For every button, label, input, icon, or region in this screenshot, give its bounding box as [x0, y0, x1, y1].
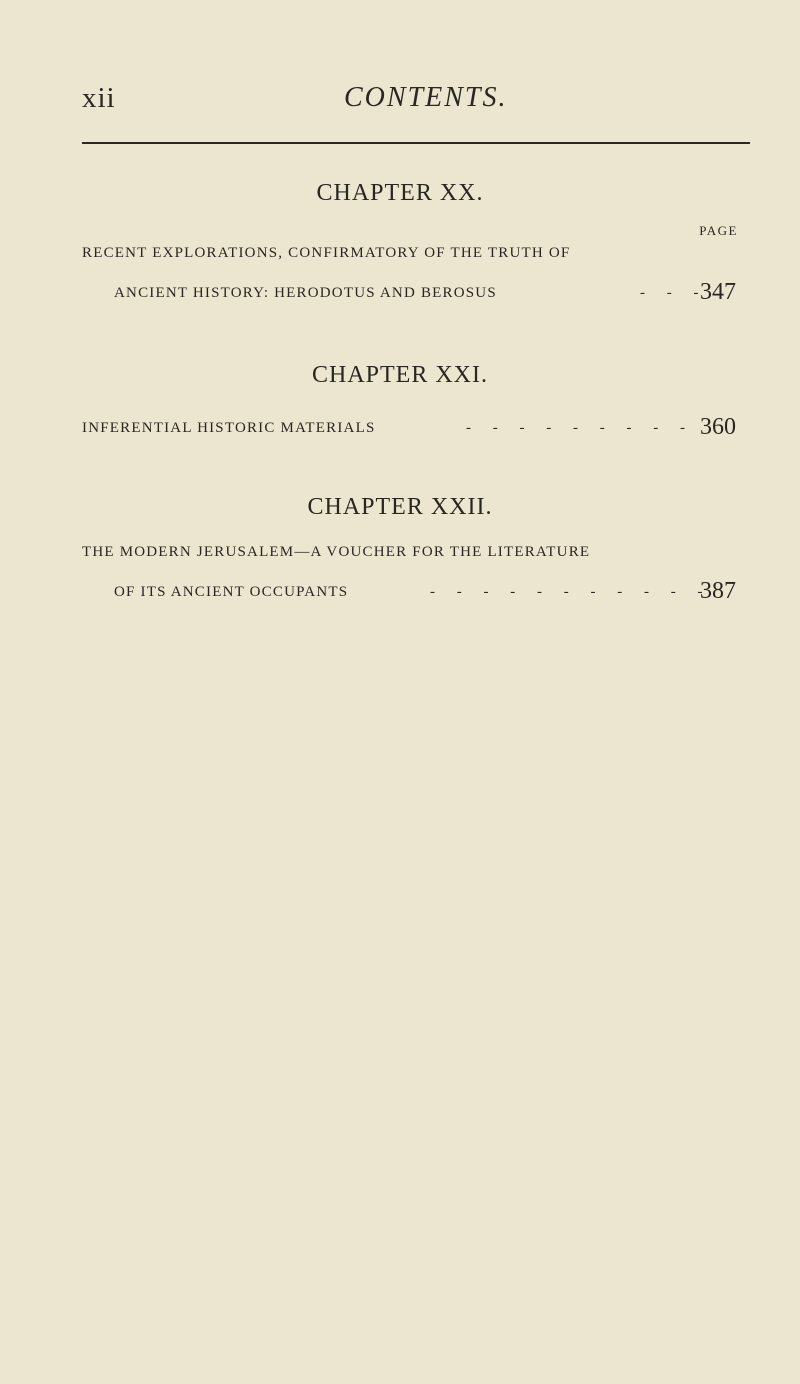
chapter-heading: CHAPTER XX. — [316, 180, 484, 206]
chapter-entry-line: OF ITS ANCIENT OCCUPANTS — [114, 584, 349, 600]
chapter-entry-line: RECENT EXPLORATIONS, CONFIRMATORY OF THE TRUTH OF — [82, 245, 571, 261]
running-head — [82, 82, 752, 116]
dot-leaders: - - - - - - - - - - - — [430, 584, 712, 600]
dot-leaders: - - - - - - - - - — [466, 420, 694, 436]
running-title: CONTENTS. — [344, 82, 508, 113]
chapter-heading: CHAPTER XXII. — [307, 494, 493, 520]
page-number: 347 — [700, 279, 736, 305]
chapter-heading: CHAPTER XXI. — [311, 362, 488, 388]
chapter-entry-line: INFERENTIAL HISTORIC MATERIALS — [82, 420, 376, 436]
page-column-label: PAGE — [699, 223, 738, 238]
header-rule — [82, 142, 750, 144]
page-number: 360 — [700, 414, 736, 440]
page-number: 387 — [700, 578, 736, 604]
page-folio: xii — [82, 82, 116, 114]
chapter-entry-line: ANCIENT HISTORY: HERODOTUS AND BEROSUS — [114, 285, 497, 301]
chapter-entry-line: THE MODERN JERUSALEM—A VOUCHER FOR THE LITERATURE — [82, 544, 591, 560]
dot-leaders: - - - — [640, 285, 708, 301]
